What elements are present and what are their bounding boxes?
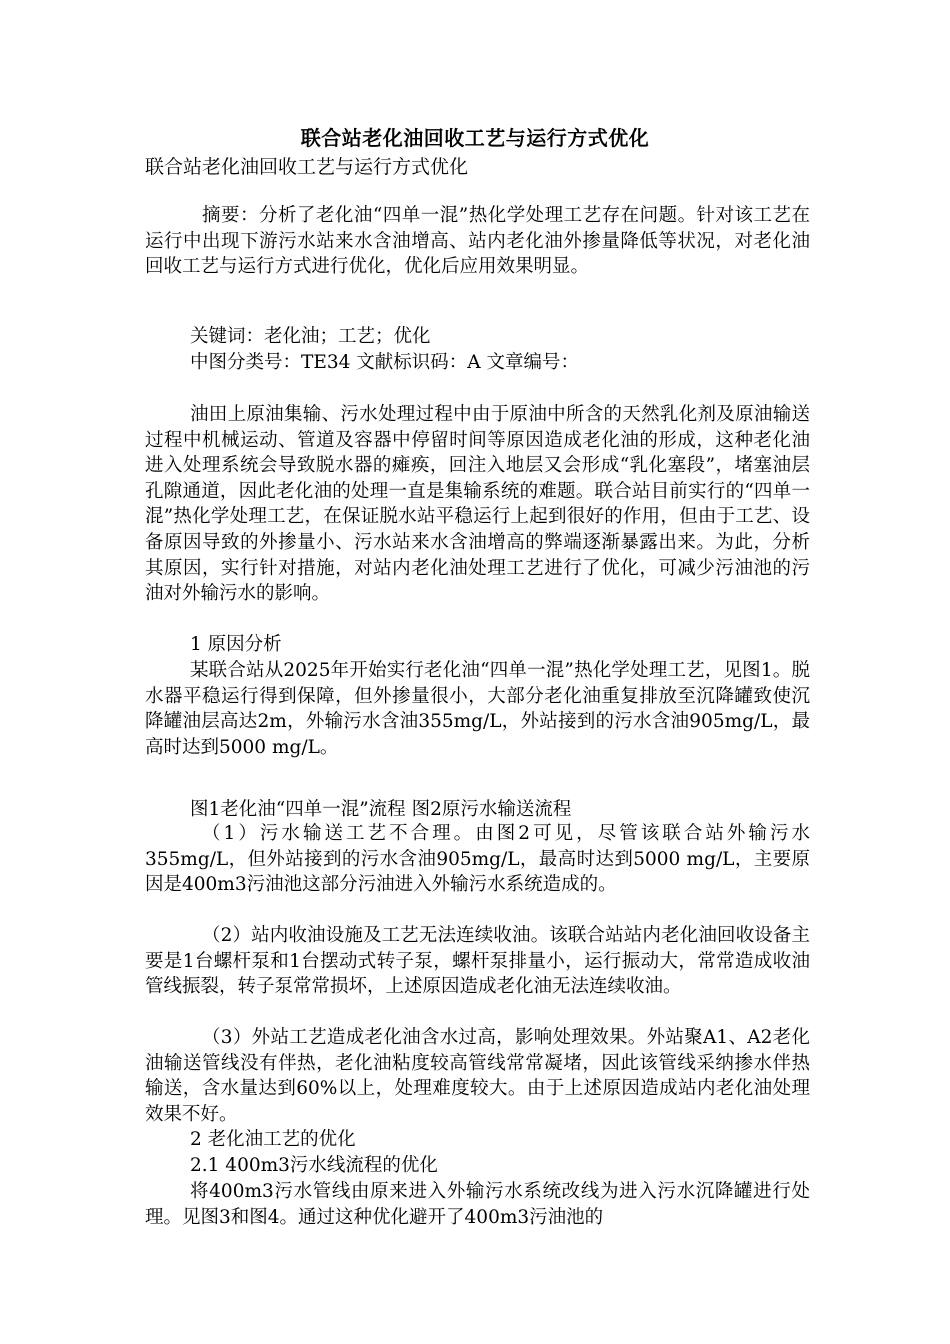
section-2-1-paragraph: 将400m3污水管线由原来进入外输污水系统改线为进入污水沉降罐进行处理。见图3和图4。通过这种优化避开了400m3污油池的 — [145, 1181, 810, 1228]
document-subtitle: 联合站老化油回收工艺与运行方式优化 — [145, 156, 469, 178]
section-1-paragraph: 某联合站从2025年开始实行老化油“四单一混”热化学处理工艺，见图1。脱水器平稳运行得到保障，但外掺量很小，大部分老化油重复排放至沉降罐致使沉降罐油层高达2m，外输污水含油355mg/L，外站接到的污水含油905mg/L，最高时达到5000 mg/L。 — [145, 660, 810, 758]
figure-caption: 图1老化油“四单一混”流程 图2原污水输送流程 — [190, 799, 572, 820]
keywords-line: 关键词：老化油；工艺；优化 — [190, 326, 431, 347]
abstract-paragraph: 摘要：分析了老化油“四单一混”热化学处理工艺存在问题。针对该工艺在运行中出现下游污水站来水含油增高、站内老化油外掺量降低等状况，对老化油回收工艺与运行方式进行优化，优化后应用效果明显。 — [145, 205, 810, 278]
section-2-1-heading: 2.1 400m3污水线流程的优化 — [190, 1155, 438, 1176]
section-2-heading: 2 老化油工艺的优化 — [190, 1129, 356, 1150]
reason-item-2: （2）站内收油设施及工艺无法连续收油。该联合站站内老化油回收设备主要是1台螺杆泵和1台摆动式转子泵，螺杆泵排量小，运行振动大，常常造成收油管线振裂，转子泵常常损坏，上述原因造成老化油无法连续收油。 — [145, 925, 810, 998]
classification-line: 中图分类号：TE34 文献标识码：A 文章编号： — [190, 352, 580, 373]
reason-item-1: （1）污水输送工艺不合理。由图2可见，尽管该联合站外输污水355mg/L，但外站接到的污水含油905mg/L，最高时达到5000 mg/L，主要原因是400m3污油池这部分污油进入外输污水系统造成的。 — [145, 823, 810, 896]
section-1-heading: 1 原因分析 — [190, 634, 282, 655]
document-title: 联合站老化油回收工艺与运行方式优化 — [300, 126, 650, 150]
intro-paragraph: 油田上原油集输、污水处理过程中由于原油中所含的天然乳化剂及原油输送过程中机械运动、管道及容器中停留时间等原因造成老化油的形成，这种老化油进入处理系统会导致脱水器的瘫痪，回注入地层又会形成“乳化塞段”，堵塞油层孔隙通道，因此老化油的处理一直是集输系统的难题。联合站目前实行的“四单一混”热化学处理工艺，在保证脱水站平稳运行上起到很好的作用，但由于工艺、设备原因导致的外掺量小、污水站来水含油增高的弊端逐渐暴露出来。为此，分析其原因，实行针对措施，对站内老化油处理工艺进行了优化，可减少污油池的污油对外输污水的影响。 — [145, 404, 810, 605]
reason-item-3: （3）外站工艺造成老化油含水过高，影响处理效果。外站聚A1、A2老化油输送管线没有伴热，老化油粘度较高管线常常凝堵，因此该管线采纳掺水伴热输送，含水量达到60%以上，处理难度较大。由于上述原因造成站内老化油处理效果不好。 — [145, 1027, 810, 1125]
